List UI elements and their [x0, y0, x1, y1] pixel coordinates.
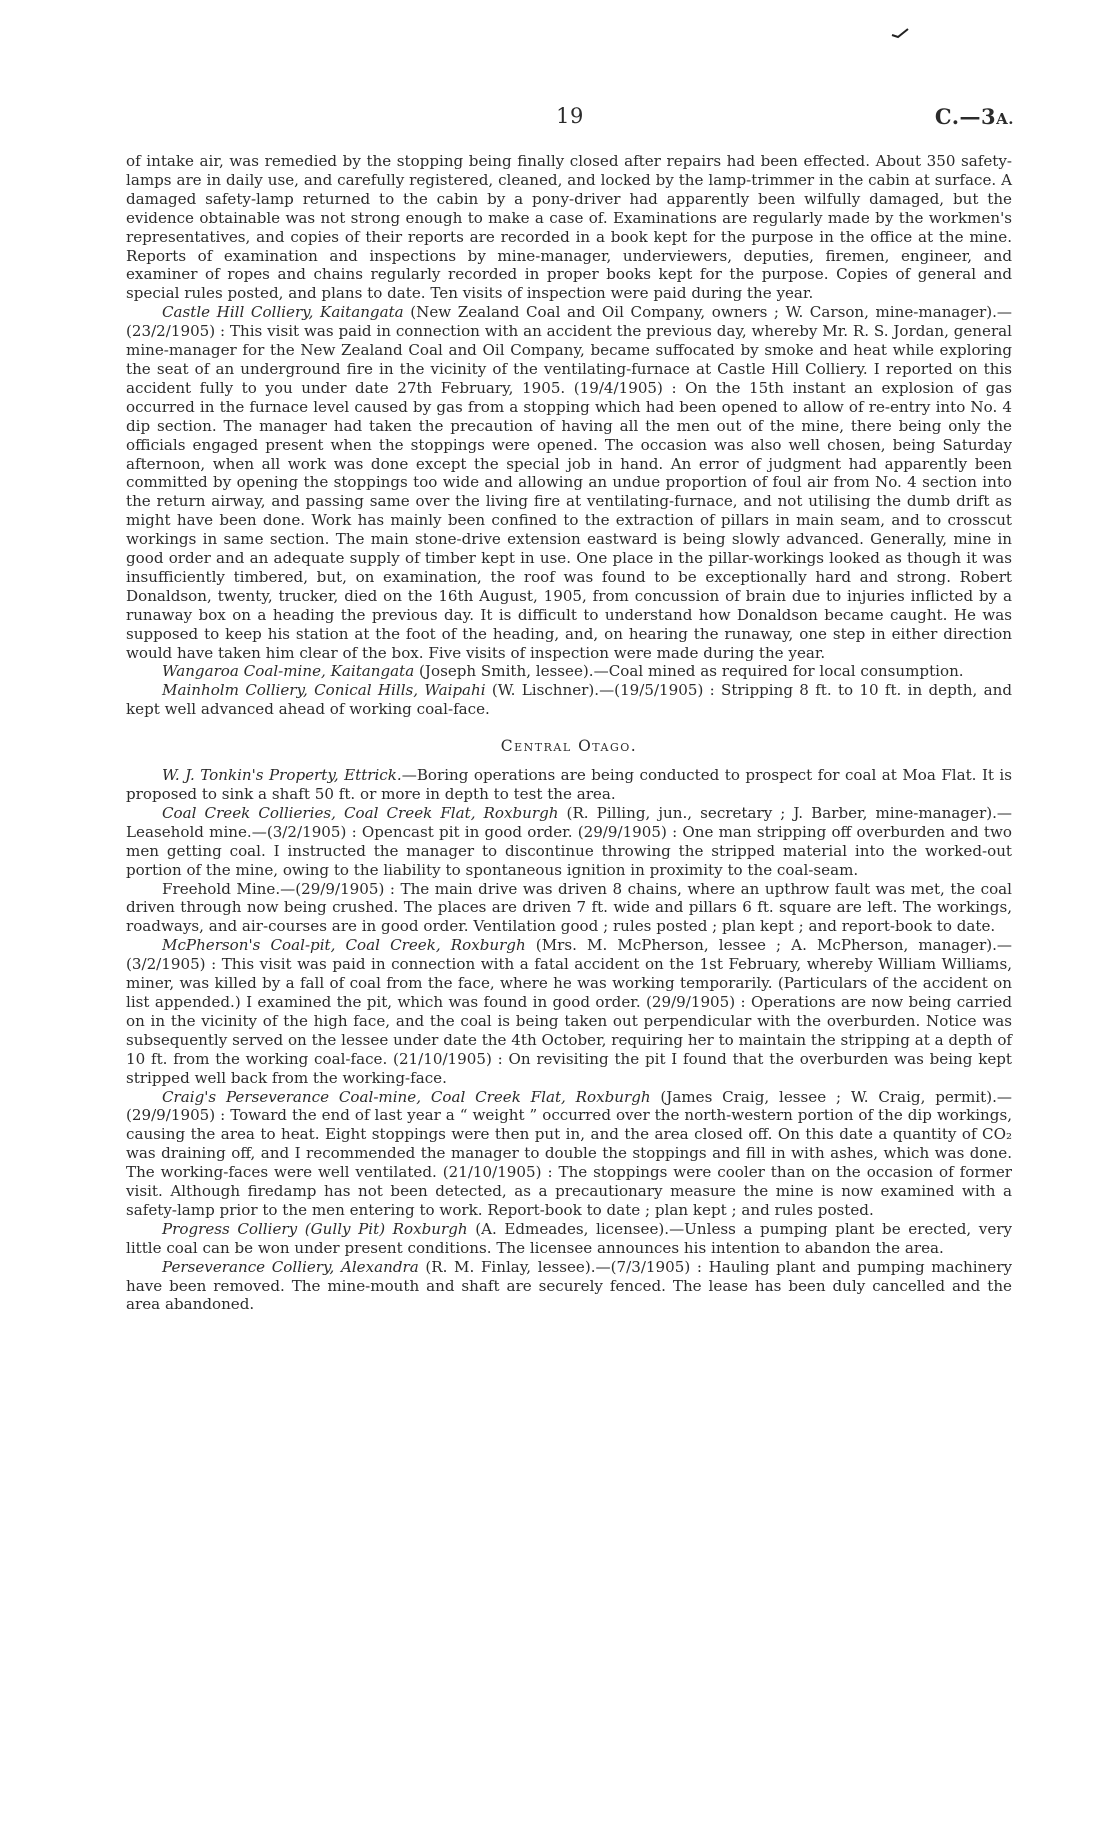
document-reference	[935, 104, 1014, 129]
paragraph-text: —Boring operations are being conducted to prospect for coal at Moa Flat. It is proposed to sink a shaft 50 ft. or more in depth to test the area.	[126, 766, 1012, 803]
paragraph-text: (W. Lischner).—(19/5/1905) : Stripping 8 ft. to 10 ft. in depth, and kept well advanced ahead of working coal-face.	[126, 681, 1012, 719]
paragraph	[126, 1088, 1012, 1220]
paragraph-title: McPherson's Coal-pit, Coal Creek, Roxburgh	[162, 936, 526, 955]
paragraph	[126, 804, 1012, 880]
paragraph-title: W. J. Tonkin's Property, Ettrick.	[162, 766, 402, 785]
paragraph	[126, 880, 1012, 937]
document-reference-suffix: A.	[996, 110, 1014, 128]
page-body	[126, 152, 1012, 1314]
paragraph-title: Castle Hill Colliery, Kaitangata	[162, 303, 404, 322]
paragraph-text: (New Zealand Coal and Oil Company, owners ; W. Carson, mine-manager).—(23/2/1905) : This visit was paid in connection with an accident the previous day, whereby Mr. R. S. Jordan, general mine-manager for the New Zealand Coal and Oil Company, became suffocated by smoke and heat while exploring the seat of an underground fire in the vicinity of the ventilating-furnace at Castle Hill Colliery. I reported on this accident fully to you under date 27th February, 1905. (19/4/1905) : On the 15th instant an explosion of gas occurred in the furnace level caused by gas from a stopping which had been opened to allow of re-entry into No. 4 dip section. The manager had taken the precaution of having all the men out of the mine, there being only the officials engaged present when the stoppings were opened. The occasion was also well chosen, being Saturday afternoon, when all work was done except the special job in hand. An error of judgment had apparently been committed by opening the stoppings too wide and allowing an undue proportion of foul air from No. 4 section into the return airway, and passing same over the living fire at ventilating-furnace, and not utilising the dumb drift as might have been done. Work has mainly been confined to the extraction of pillars in main seam, and to crosscut workings in same section. The main stone-drive extension eastward is being slowly advanced. Generally, mine in good order and an adequate supply of timber kept in use. One place in the pillar-workings looked as though it was insufficiently timbered, but, on examination, the roof was found to be exceptionally hard and strong. Robert Donaldson, twenty, trucker, died on the 16th August, 1905, from concussion of brain due to injuries inflicted by a runaway box on a heading the previous day. It is difficult to understand how Donaldson became caught. He was supposed to keep his station at the foot of the heading, and, on hearing the runaway, one step in either direction would have taken him clear of the box. Five visits of inspection were made during the year.	[126, 303, 1013, 662]
pencil-tick-mark	[890, 26, 910, 40]
paragraph-text: (A. Edmeades, licensee).—Unless a pumping plant be erected, very little coal can be won under present conditions. The licensee announces his intention to abandon the area.	[126, 1219, 1012, 1257]
paragraph-text: (Mrs. M. McPherson, lessee ; A. McPherson, manager).—(3/2/1905) : This visit was paid in connection with a fatal accident on the 1st February, whereby William Williams, miner, was killed by a fall of coal from the face, where he was working temporarily. (Particulars of the accident on list appended.) I examined the pit, which was found in good order. (29/9/1905) : Operations are now being carried on in the vicinity of the high face, and the coal is being taken out perpendicular with the overburden. Notice was subsequently served on the lessee under date the 4th October, requiring her to maintain the stripping at a depth of 10 ft. from the working coal-face. (21/10/1905) : On revisiting the pit I found that the overburden was being kept stripped well back from the working-face.	[126, 936, 1012, 1087]
paragraph	[126, 681, 1012, 719]
paragraph-text: (R. Pilling, jun., secretary ; J. Barber, mine-manager).—Leasehold mine.—(3/2/1905) : Opencast pit in good order. (29/9/1905) : One man stripping off overburden and two men getting coal. I instructed the manager to discontinue throwing the stripped material into the worked-out portion of the mine, owing to the liability to spontaneous ignition in proximity to the coal-seam.	[126, 803, 1012, 879]
paragraph-text: of intake air, was remedied by the stopping being finally closed after repairs had been effected. About 350 safety-lamps are in daily use, and carefully registered, cleaned, and locked by the lamp-trimmer in the cabin at surface. A damaged safety-lamp returned to the cabin by a pony-driver had apparently been wilfully damaged, but the evidence obtainable was not strong enough to make a case of. Examinations are regularly made by the workmen's representatives, and copies of their reports are recorded in a book kept for the purpose in the office at the mine. Reports of examination and inspections by mine-manager, underviewers, deputies, firemen, engineer, and examiner of ropes and chains regularly recorded in proper books kept for the purpose. Copies of general and special rules posted, and plans to date. Ten visits of inspection were paid during the year.	[126, 152, 1012, 303]
page-number: 19	[556, 104, 584, 128]
paragraph	[126, 936, 1012, 1087]
paragraph	[126, 766, 1012, 804]
paragraph-title: Perseverance Colliery, Alexandra	[162, 1257, 419, 1276]
paragraph	[126, 152, 1012, 303]
paragraph	[126, 1220, 1012, 1258]
page-header	[126, 104, 1014, 132]
paragraph-text: Freehold Mine.—(29/9/1905) : The main drive was driven 8 chains, where an upthrow fault was met, the coal driven through now being crushed. The places are driven 7 ft. wide and pillars 6 ft. square are left. The workings, roadways, and air-courses are in good order. Ventilation good ; rules posted ; plan kept ; and report-book to date.	[126, 879, 1012, 936]
section-heading: Central Otago.	[500, 737, 638, 756]
paragraph-text: (R. M. Finlay, lessee).—(7/3/1905) : Hauling plant and pumping machinery have been removed. The mine-mouth and shaft are securely fenced. The lease has been duly cancelled and the area abandoned.	[126, 1257, 1012, 1314]
paragraph-text: (James Craig, lessee ; W. Craig, permit).—(29/9/1905) : Toward the end of last year a “ weight ” occurred over the north-western portion of the dip workings, causing the area to heat. Eight stoppings were then put in, and the area closed off. On this date a quantity of CO₂ was draining off, and I recommended the manager to double the stoppings and fill in with ashes, which was done. The working-faces were well ventilated. (21/10/1905) : The stoppings were cooler than on the occasion of former visit. Although firedamp has not been detected, as a precautionary measure the mine is now examined with a safety-lamp prior to the men entering to work. Report-book to date ; plan kept ; and rules posted.	[126, 1087, 1012, 1219]
paragraph-title: Wangaroa Coal-mine, Kaitangata	[162, 662, 415, 681]
paragraph	[126, 303, 1012, 662]
paragraph-title: Coal Creek Collieries, Coal Creek Flat, Roxburgh	[162, 803, 559, 822]
document-reference-main: C.—3	[934, 104, 997, 129]
paragraph	[126, 1258, 1012, 1315]
paragraph-text: (Joseph Smith, lessee).—Coal mined as required for local consumption.	[414, 662, 964, 681]
paragraph-title: Mainholm Colliery, Conical Hills, Waipahi	[162, 681, 486, 700]
paragraph-title: Progress Colliery (Gully Pit) Roxburgh	[162, 1219, 468, 1238]
paragraph-title: Craig's Perseverance Coal-mine, Coal Creek Flat, Roxburgh	[162, 1087, 651, 1106]
paragraph	[126, 662, 1012, 681]
